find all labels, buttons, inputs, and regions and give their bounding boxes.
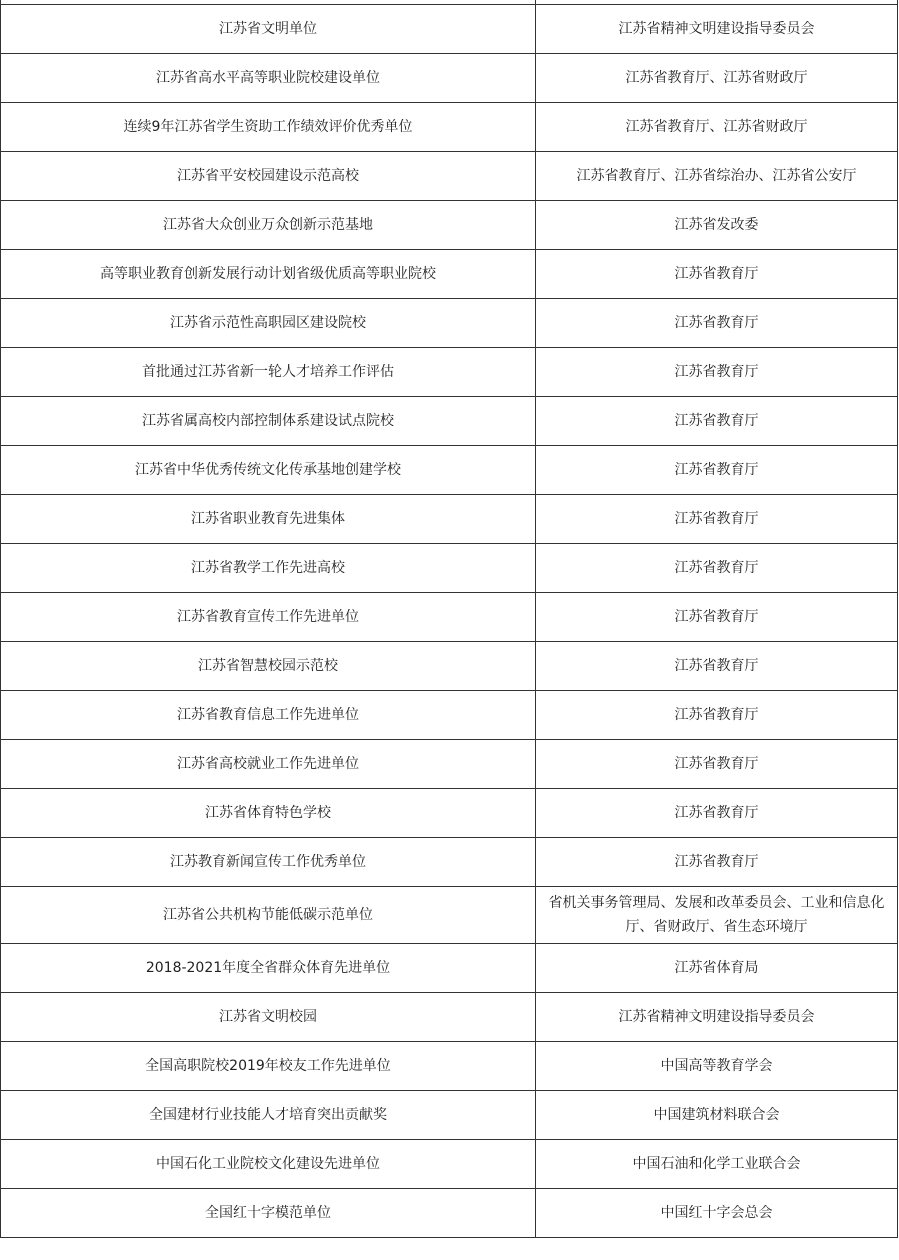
honor-cell: 江苏省高校就业工作先进单位 — [1, 740, 536, 789]
table-row — [1, 740, 898, 789]
issuer-cell: 江苏省精神文明建设指导委员会 — [536, 5, 898, 54]
issuer-cell: 江苏省教育厅 — [536, 544, 898, 593]
issuer-cell: 中国石油和化学工业联合会 — [536, 1140, 898, 1189]
honor-cell: 高等职业教育创新发展行动计划省级优质高等职业院校 — [1, 250, 536, 299]
honor-cell: 中国石化工业院校文化建设先进单位 — [1, 1140, 536, 1189]
honors-table-body — [1, 0, 898, 1238]
table-row — [1, 103, 898, 152]
honor-cell: 全国高职院校2019年校友工作先进单位 — [1, 1042, 536, 1091]
issuer-cell: 江苏省教育厅 — [536, 446, 898, 495]
table-row — [1, 201, 898, 250]
honor-cell: 江苏省智慧校园示范校 — [1, 642, 536, 691]
issuer-cell: 江苏省教育厅 — [536, 250, 898, 299]
table-row — [1, 495, 898, 544]
issuer-cell: 江苏省教育厅、江苏省财政厅 — [536, 54, 898, 103]
issuer-cell: 江苏省教育厅 — [536, 642, 898, 691]
honor-cell: 江苏省公共机构节能低碳示范单位 — [1, 887, 536, 944]
honor-cell: 江苏教育新闻宣传工作优秀单位 — [1, 838, 536, 887]
honor-cell: 全国建材行业技能人才培育突出贡献奖 — [1, 1091, 536, 1140]
issuer-cell: 江苏省教育厅 — [536, 495, 898, 544]
honor-cell: 江苏省高水平高等职业院校建设单位 — [1, 54, 536, 103]
table-row — [1, 838, 898, 887]
issuer-cell: 江苏省教育厅 — [536, 397, 898, 446]
table-row — [1, 5, 898, 54]
issuer-cell: 江苏省教育厅、江苏省财政厅 — [536, 103, 898, 152]
honor-cell: 江苏省中华优秀传统文化传承基地创建学校 — [1, 446, 536, 495]
issuer-cell: 中国建筑材料联合会 — [536, 1091, 898, 1140]
table-row — [1, 1042, 898, 1091]
issuer-cell: 江苏省发改委 — [536, 201, 898, 250]
table-row — [1, 1189, 898, 1238]
honor-cell: 江苏省平安校园建设示范高校 — [1, 152, 536, 201]
issuer-cell: 江苏省教育厅 — [536, 740, 898, 789]
table-row — [1, 691, 898, 740]
honor-cell: 江苏省文明单位 — [1, 5, 536, 54]
table-row — [1, 152, 898, 201]
table-row — [1, 944, 898, 993]
table-row — [1, 348, 898, 397]
table-row — [1, 299, 898, 348]
table-row — [1, 397, 898, 446]
table-row — [1, 1091, 898, 1140]
issuer-cell: 江苏省教育厅、江苏省综治办、江苏省公安厅 — [536, 152, 898, 201]
honor-cell: 连续9年江苏省学生资助工作绩效评价优秀单位 — [1, 103, 536, 152]
issuer-cell: 江苏省教育厅 — [536, 789, 898, 838]
honor-cell: 2018-2021年度全省群众体育先进单位 — [1, 944, 536, 993]
honor-cell: 江苏省职业教育先进集体 — [1, 495, 536, 544]
issuer-cell: 江苏省教育厅 — [536, 691, 898, 740]
table-row — [1, 1140, 898, 1189]
issuer-cell: 省机关事务管理局、发展和改革委员会、工业和信息化厅、省财政厅、省生态环境厅 — [536, 887, 898, 944]
honor-cell: 江苏省文明校园 — [1, 993, 536, 1042]
honor-cell: 江苏省示范性高职园区建设院校 — [1, 299, 536, 348]
honor-cell: 江苏省教育宣传工作先进单位 — [1, 593, 536, 642]
table-row — [1, 593, 898, 642]
issuer-cell: 江苏省教育厅 — [536, 299, 898, 348]
issuer-cell: 江苏省教育厅 — [536, 593, 898, 642]
table-row — [1, 54, 898, 103]
table-row — [1, 993, 898, 1042]
table-row — [1, 446, 898, 495]
table-row — [1, 250, 898, 299]
honor-cell: 首批通过江苏省新一轮人才培养工作评估 — [1, 348, 536, 397]
issuer-cell: 中国红十字会总会 — [536, 1189, 898, 1238]
table-row — [1, 544, 898, 593]
issuer-cell: 江苏省教育厅 — [536, 838, 898, 887]
honor-cell: 江苏省体育特色学校 — [1, 789, 536, 838]
honor-cell: 江苏省属高校内部控制体系建设试点院校 — [1, 397, 536, 446]
issuer-cell: 江苏省体育局 — [536, 944, 898, 993]
honor-cell: 江苏省大众创业万众创新示范基地 — [1, 201, 536, 250]
honor-cell: 江苏省教育信息工作先进单位 — [1, 691, 536, 740]
honor-cell: 江苏省教学工作先进高校 — [1, 544, 536, 593]
issuer-cell: 江苏省教育厅 — [536, 348, 898, 397]
table-row — [1, 789, 898, 838]
table-row — [1, 642, 898, 691]
issuer-cell: 中国高等教育学会 — [536, 1042, 898, 1091]
issuer-cell: 江苏省精神文明建设指导委员会 — [536, 993, 898, 1042]
honor-cell: 全国红十字模范单位 — [1, 1189, 536, 1238]
table-row — [1, 887, 898, 944]
